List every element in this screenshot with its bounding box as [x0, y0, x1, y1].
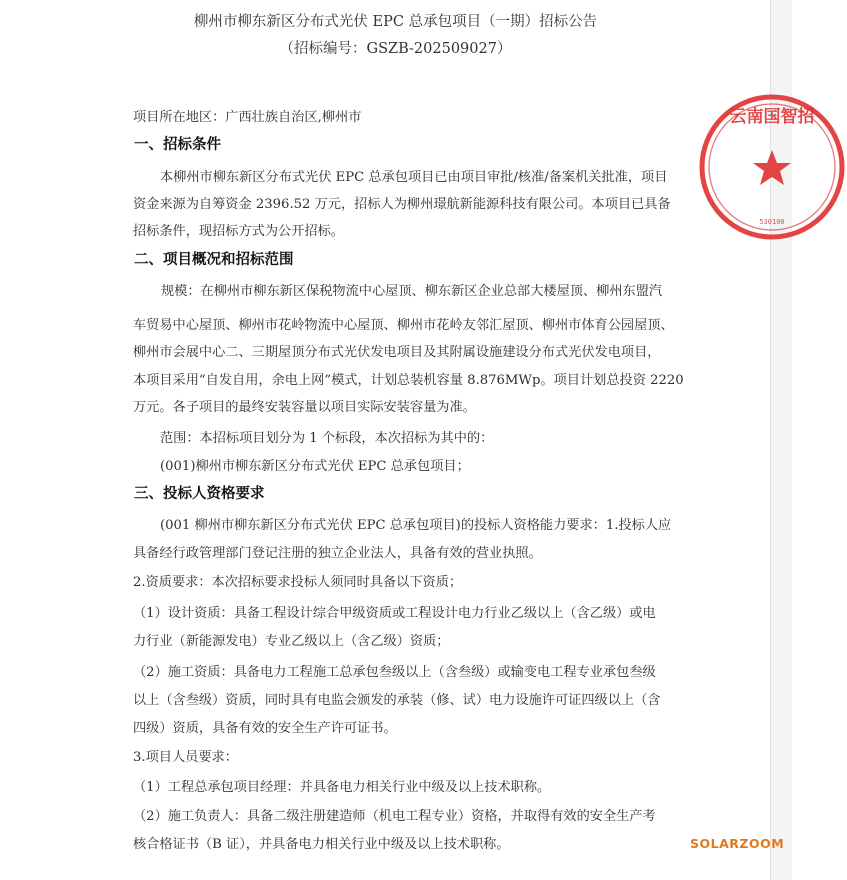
section3-line: 以上（含叁级）资质，同时具有电监会颁发的承装（修、试）电力设施许可证四级以上（含 — [133, 693, 661, 708]
section3-line: 力行业（新能源发电）专业乙级以上（含乙级）资质； — [133, 634, 450, 649]
section1-heading: 一、招标条件 — [134, 137, 221, 153]
seal-text: 云南国智招 — [729, 107, 815, 127]
project-location: 项目所在地区：广西壮族自治区,柳州市 — [133, 110, 362, 125]
section3-line: （1）设计资质：具备工程设计综合甲级资质或工程设计电力行业乙级以上（含乙级）或电 — [133, 606, 656, 621]
section3-line: 2.资质要求：本次招标要求投标人须同时具备以下资质； — [133, 575, 463, 590]
section2-line: 柳州市会展中心二、三期屋顶分布式光伏发电项目及其附属设施建设分布式光伏发电项目， — [133, 345, 661, 360]
section3-line: 3.项目人员要求： — [133, 750, 238, 765]
section2-heading: 二、项目概况和招标范围 — [134, 252, 294, 268]
section2-line: 规模：在柳州市柳东新区保税物流中心屋顶、柳东新区企业总部大楼屋顶、柳州东盟汽 — [161, 284, 663, 299]
seal-number: 530100 — [759, 218, 785, 226]
section3-line: （1）工程总承包项目经理：并具备电力相关行业中级及以上技术职称。 — [133, 780, 551, 795]
seal-star-icon — [753, 150, 791, 185]
watermark: SOLARZOOM — [690, 836, 785, 851]
section2-line: 本项目采用“自发自用，余电上网”模式，计划总装机容量 8.876MWp。项目计划总投资 2220 — [133, 373, 684, 388]
section2-line: 万元。各子项目的最终安装容量以项目实际安装容量为准。 — [133, 400, 476, 415]
official-seal — [697, 92, 847, 242]
section1-line: 招标条件，现招标方式为公开招标。 — [133, 224, 344, 239]
section1-line: 资金来源为自筹资金 2396.52 万元，招标人为柳州璟航新能源科技有限公司。本项目已具备 — [133, 197, 671, 212]
section3-line: （2）施工资质：具备电力工程施工总承包叁级以上（含叁级）或输变电工程专业承包叁级 — [133, 665, 656, 680]
section2-line: (001)柳州市柳东新区分布式光伏 EPC 总承包项目； — [160, 459, 470, 474]
section3-heading: 三、投标人资格要求 — [134, 486, 265, 502]
section3-line: 具备经行政管理部门登记注册的独立企业法人，具备有效的营业执照。 — [133, 546, 542, 561]
document-title: 柳州市柳东新区分布式光伏 EPC 总承包项目（一期）招标公告 — [193, 14, 598, 30]
section2-line: 车贸易中心屋顶、柳州市花岭物流中心屋顶、柳州市花岭友邻汇屋顶、柳州市体育公园屋顶、 — [133, 318, 674, 333]
section3-line: (001 柳州市柳东新区分布式光伏 EPC 总承包项目)的投标人资格能力要求：1.投标人应 — [160, 518, 672, 533]
section3-line: 四级）资质，具备有效的安全生产许可证书。 — [133, 721, 397, 736]
section3-line: 核合格证书（B 证），并具备电力相关行业中级及以上技术职称。 — [133, 837, 510, 852]
section2-line: 范围：本招标项目划分为 1 个标段，本次招标为其中的： — [160, 431, 494, 446]
tender-number: （招标编号：GSZB-202509027） — [279, 41, 512, 57]
section3-line: （2）施工负责人：具备二级注册建造师（机电工程专业）资格，并取得有效的安全生产考 — [133, 809, 656, 824]
section1-line: 本柳州市柳东新区分布式光伏 EPC 总承包项目已由项目审批/核准/备案机关批准，项目 — [160, 170, 668, 185]
